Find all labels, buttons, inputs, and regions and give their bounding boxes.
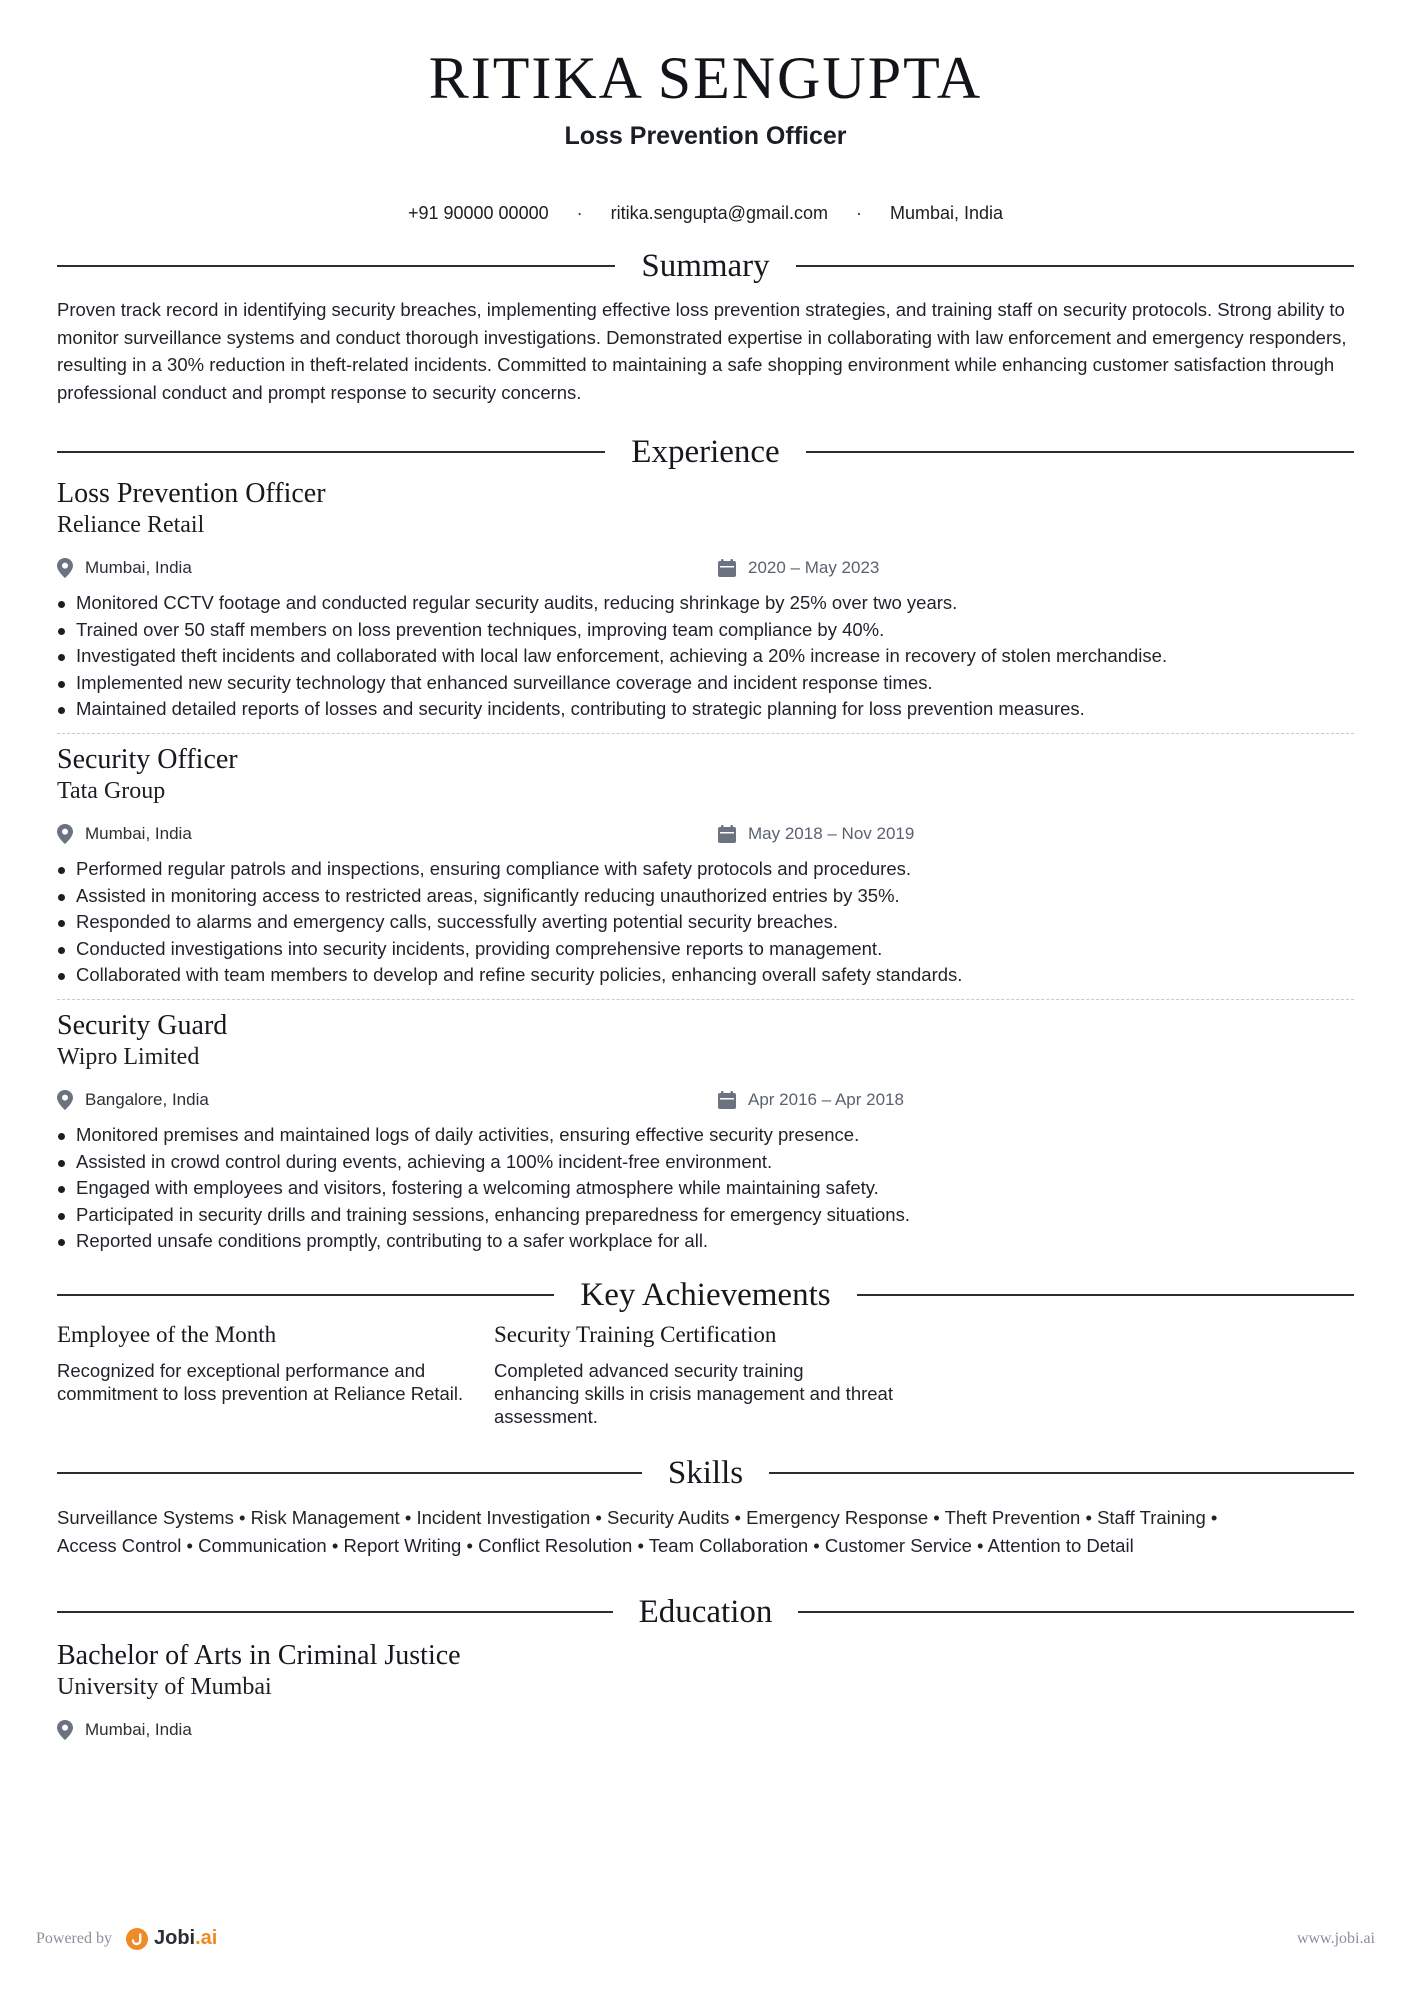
summary-heading: Summary	[641, 247, 770, 284]
experience-entry	[57, 478, 1354, 723]
divider	[796, 265, 1354, 267]
jobi-logo-suffix: .ai	[195, 1927, 218, 1949]
job-company: Reliance Retail	[57, 512, 205, 538]
achievement-description: Recognized for exceptional performance and commitment to loss prevention at Reliance Retail.	[57, 1360, 464, 1404]
achievements-section-header	[57, 1275, 1354, 1315]
job-meta	[57, 558, 1354, 582]
education-entry	[57, 1640, 1354, 1744]
achievement-title: Employee of the Month	[57, 1322, 277, 1347]
skills-list	[57, 1504, 1354, 1560]
powered-by-label: Powered by	[36, 1929, 112, 1947]
divider	[57, 1472, 642, 1474]
experience-section-header	[57, 432, 1354, 472]
job-dates-text: May 2018 – Nov 2019	[748, 824, 915, 843]
education-meta	[57, 1720, 1354, 1744]
experience-entry	[57, 1010, 1354, 1255]
calendar-icon	[718, 825, 736, 843]
map-pin-icon	[57, 1090, 73, 1110]
job-location	[57, 558, 192, 578]
job-bullets	[57, 1122, 1354, 1255]
contact-location: Mumbai, India	[889, 203, 1004, 223]
contact-bar	[0, 203, 1411, 224]
list-item: Assisted in monitoring access to restricted areas, significantly reducing unauthorized entries by 35%.	[57, 883, 1354, 910]
divider	[57, 265, 615, 267]
job-location	[57, 1090, 209, 1110]
list-item: Engaged with employees and visitors, fostering a welcoming atmosphere while maintaining safety.	[57, 1175, 1354, 1202]
job-title: Security Guard	[57, 1010, 228, 1041]
list-item: Maintained detailed reports of losses and security incidents, contributing to strategic planning for loss prevention measures.	[57, 696, 1354, 723]
job-location	[57, 824, 192, 844]
list-item: Collaborated with team members to develop and refine security policies, enhancing overall safety standards.	[57, 962, 1354, 989]
divider	[798, 1611, 1354, 1613]
list-item: Investigated theft incidents and collaborated with local law enforcement, achieving a 20% increase in recovery of stolen merchandise.	[57, 643, 1354, 670]
list-item: Monitored CCTV footage and conducted regular security audits, reducing shrinkage by 25% over two years.	[57, 590, 1354, 617]
list-item: Monitored premises and maintained logs of daily activities, ensuring effective security presence.	[57, 1122, 1354, 1149]
divider	[57, 1294, 554, 1296]
education-location-text: Mumbai, India	[85, 1720, 192, 1739]
skills-section-header	[57, 1453, 1354, 1493]
candidate-role: Loss Prevention Officer	[564, 122, 847, 150]
contact-phone: +91 90000 00000	[407, 203, 549, 223]
contact-separator: ·	[855, 203, 862, 223]
job-location-text: Bangalore, India	[85, 1090, 209, 1109]
divider	[57, 451, 605, 453]
list-item: Trained over 50 staff members on loss prevention techniques, improving team compliance by 40%.	[57, 617, 1354, 644]
job-dates	[718, 1090, 904, 1110]
job-dates	[718, 558, 879, 578]
divider	[806, 451, 1354, 453]
footer-powered-by	[36, 1927, 217, 1950]
job-dates-text: 2020 – May 2023	[748, 558, 880, 577]
job-meta	[57, 824, 1354, 848]
contact-separator: ·	[576, 203, 583, 223]
summary-section-header	[57, 246, 1354, 286]
experience-entry	[57, 744, 1354, 989]
candidate-name: RITIKA SENGUPTA	[428, 45, 983, 111]
entry-divider	[57, 733, 1354, 734]
jobi-logo-icon	[126, 1928, 148, 1950]
entry-divider	[57, 999, 1354, 1000]
achievement-title: Security Training Certification	[494, 1322, 777, 1347]
achievement-description: Completed advanced security training enhancing skills in crisis management and threat assessment.	[494, 1360, 893, 1427]
contact-email: ritika.sengupta@gmail.com	[610, 203, 828, 223]
education-degree: Bachelor of Arts in Criminal Justice	[57, 1640, 461, 1671]
job-location-text: Mumbai, India	[85, 558, 192, 577]
education-school: University of Mumbai	[57, 1674, 272, 1700]
jobi-logo-text	[154, 1927, 217, 1950]
list-item: Performed regular patrols and inspections, ensuring compliance with safety protocols and procedures.	[57, 856, 1354, 883]
map-pin-icon	[57, 1720, 73, 1740]
job-location-text: Mumbai, India	[85, 824, 192, 843]
job-dates	[718, 824, 914, 844]
list-item: Assisted in crowd control during events, achieving a 100% incident-free environment.	[57, 1149, 1354, 1176]
job-bullets	[57, 590, 1354, 723]
divider	[57, 1611, 613, 1613]
divider	[857, 1294, 1354, 1296]
achievement-item	[494, 1320, 894, 1428]
job-title: Security Officer	[57, 744, 238, 775]
calendar-icon	[718, 559, 736, 577]
list-item: Reported unsafe conditions promptly, contributing to a safer workplace for all.	[57, 1228, 1354, 1255]
skills-heading: Skills	[667, 1454, 744, 1491]
skills-line: Surveillance Systems • Risk Management • Incident Investigation • Security Audits • Emergency Response • Theft Prevention • Staff Training •	[57, 1507, 1218, 1528]
achievement-item	[57, 1320, 467, 1405]
summary-text: Proven track record in identifying security breaches, implementing effective loss prevention strategies, and training staff on security protocols. Strong ability to monitor surveillance systems and conduct thorough investigations. Demonstrated expertise in collaborating with law enforcement and emergency responders, resulting in a 30% reduction in theft-related incidents. Committed to maintaining a safe shopping environment while enhancing customer satisfaction through professional conduct and prompt response to security concerns.	[57, 299, 1347, 403]
jobi-logo[interactable]	[126, 1927, 217, 1950]
achievements-heading: Key Achievements	[580, 1276, 831, 1313]
footer-website-link[interactable]: www.jobi.ai	[1296, 1930, 1375, 1947]
job-company: Wipro Limited	[57, 1044, 200, 1070]
divider	[769, 1472, 1354, 1474]
education-location	[57, 1720, 192, 1740]
education-section-header	[57, 1592, 1354, 1632]
experience-heading: Experience	[631, 433, 780, 470]
job-bullets	[57, 856, 1354, 989]
list-item: Conducted investigations into security incidents, providing comprehensive reports to management.	[57, 936, 1354, 963]
job-company: Tata Group	[57, 778, 166, 804]
skills-line: Access Control • Communication • Report Writing • Conflict Resolution • Team Collaboration • Customer Service • Attention to Detail	[57, 1535, 1134, 1556]
map-pin-icon	[57, 824, 73, 844]
jobi-logo-main: Jobi	[153, 1927, 196, 1949]
job-meta	[57, 1090, 1354, 1114]
job-title: Loss Prevention Officer	[57, 478, 326, 509]
map-pin-icon	[57, 558, 73, 578]
list-item: Participated in security drills and training sessions, enhancing preparedness for emergency situations.	[57, 1202, 1354, 1229]
education-heading: Education	[638, 1593, 773, 1630]
job-dates-text: Apr 2016 – Apr 2018	[748, 1090, 904, 1109]
calendar-icon	[718, 1091, 736, 1109]
list-item: Responded to alarms and emergency calls, successfully averting potential security breaches.	[57, 909, 1354, 936]
list-item: Implemented new security technology that enhanced surveillance coverage and incident response times.	[57, 670, 1354, 697]
